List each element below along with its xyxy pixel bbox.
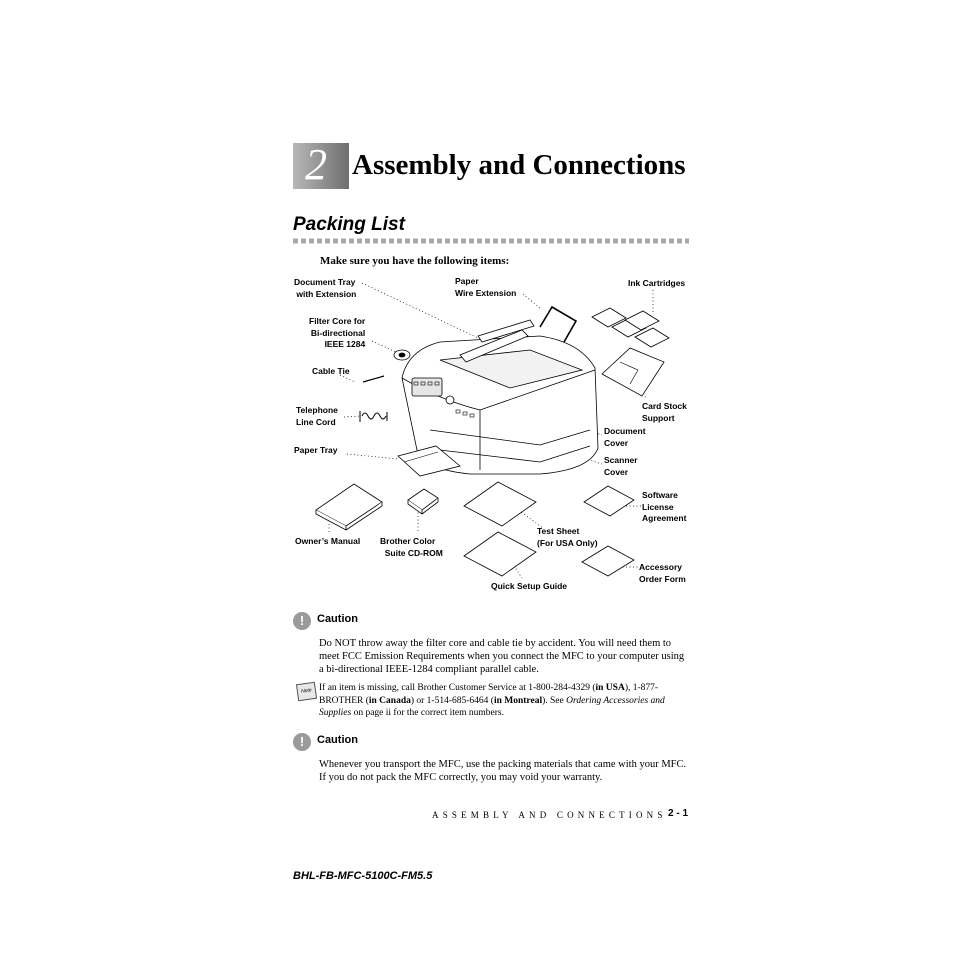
label-quick-setup-guide: Quick Setup Guide [491,581,568,591]
label-card-stock-support: Card Stock Support [642,401,687,423]
label-scanner-cover: Scanner Cover [604,455,638,477]
label-filter-core: Filter Core for Bi-directional IEEE 1284 [309,316,366,349]
chapter-number: 2 [305,140,327,189]
filter-core [394,350,410,360]
section-divider [293,238,689,244]
label-paper-wire-extension: Paper Wire Extension [455,276,517,298]
page-number: 2 - 1 [668,808,689,819]
caution-text: Do NOT throw away the filter core and cable tie by accident. You will need them to meet FCC Emission Requirements when you connect the MFC to your computer using a bi-directional IEEE-1284 compliant parallel cable. [319,638,685,675]
cable-tie [363,376,384,382]
label-cd-rom: Brother Color Suite CD-ROM [380,536,443,558]
label-software-license: Software License Agreement [642,490,687,523]
caution-title: Caution [317,613,358,625]
label-accessory-order-form: Accessory Order Form [639,562,686,584]
software-license-sheet [584,486,634,516]
label-document-tray: Document Tray with Extension [294,277,357,299]
test-sheet [464,482,536,526]
caution-icon-2: ! [293,733,311,751]
label-test-sheet: Test Sheet (For USA Only) [537,526,598,548]
label-cable-tie: Cable Tie [312,366,350,376]
label-document-cover: Document Cover [604,426,646,448]
note-text: If an item is missing, call Brother Customer Service at 1-800-284-4329 (in USA), 1-877-BROTHER (in Canada) or 1-514-685-6464 (in Montreal). See Ordering Accessories and Supplies on page ii for the correct item numbers. [319,683,665,718]
card-stock-support [602,348,664,396]
cd-rom [408,489,438,514]
chapter-title: Assembly and Connections [352,149,686,181]
quick-setup-guide-sheet [464,532,536,576]
label-owners-manual: Owner’s Manual [295,536,361,546]
ink-cartridges [592,308,669,347]
caution-title-2: Caution [317,734,358,746]
intro-text: Make sure you have the following items: [320,255,510,267]
caution-text-2: Whenever you transport the MFC, use the packing materials that came with your MFC. If you do not pack the MFC correctly, you may void your warranty. [319,759,687,783]
running-footer: ASSEMBLY AND CONNECTIONS [432,810,667,820]
document-id: BHL-FB-MFC-5100C-FM5.5 [293,870,433,882]
accessory-order-form-sheet [582,546,634,576]
label-ink-cartridges: Ink Cartridges [628,278,686,288]
telephone-line-cord [360,411,387,422]
label-telephone-line-cord: Telephone Line Cord [296,405,338,427]
section-title: Packing List [293,214,405,235]
note-icon: Note [296,682,317,701]
label-paper-tray: Paper Tray [294,445,338,455]
caution-icon: ! [293,612,311,630]
owners-manual [316,484,382,530]
